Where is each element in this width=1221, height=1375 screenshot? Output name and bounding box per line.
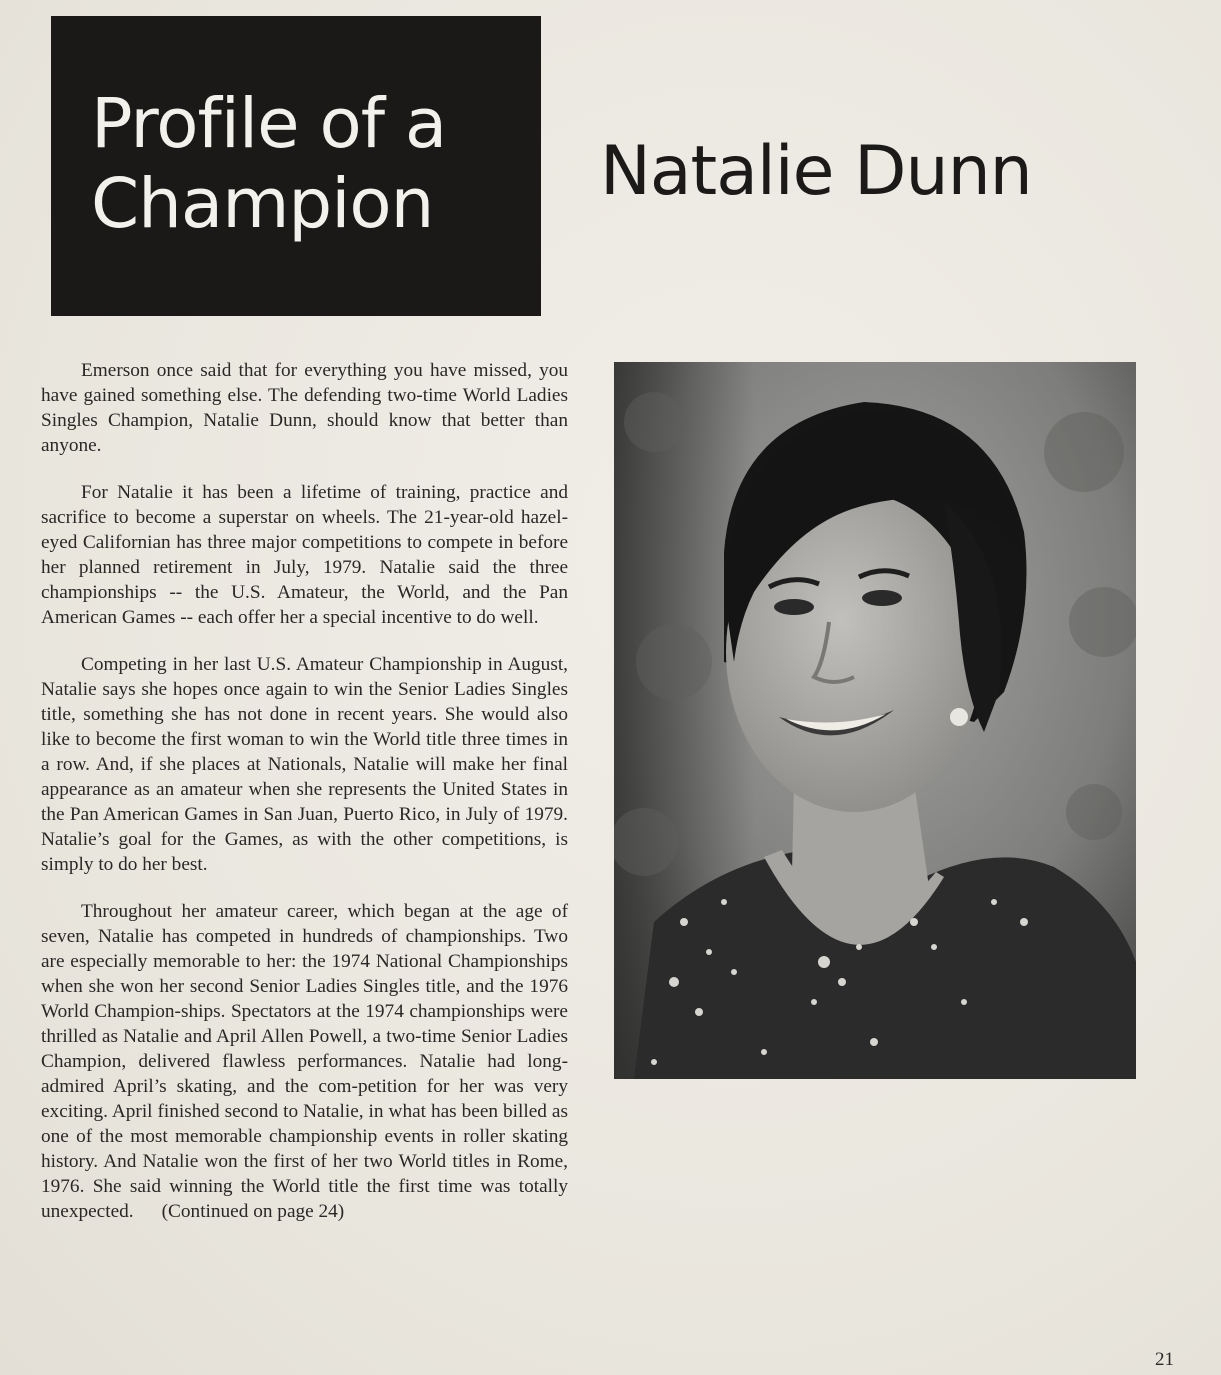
portrait-photo-icon xyxy=(614,362,1136,1079)
header-title xyxy=(91,84,446,244)
article-paragraph-3: Competing in her last U.S. Amateur Championship in August, Natalie says she hopes once again to win the Senior Ladies Singles title, something she has not done in recent years. She would also like to become the first woman to win the World title three times in a row. And, if she places at Nationals, Natalie will make her final appearance as an amateur when she represents the United States in the Pan American Games in San Juan, Puerto Rico, in July of 1979. Natalie’s goal for the Games, as with the other competitions, is simply to do her best. xyxy=(41,654,568,875)
article-paragraph-4 xyxy=(41,899,568,1224)
champion-name: Natalie Dunn xyxy=(600,132,1032,211)
header-title-line-1: Profile of a xyxy=(91,84,447,164)
article-paragraph-1: Emerson once said that for everything you have missed, you have gained something else. The defending two-time World Ladies Singles Champion, Natalie Dunn, should know that better than anyone. xyxy=(41,360,568,456)
header-banner xyxy=(51,16,541,316)
page-number: 21 xyxy=(1155,1349,1174,1370)
header-title-line-2: Champion xyxy=(91,164,434,244)
article-body xyxy=(41,358,568,1246)
continued-note: (Continued on page 24) xyxy=(161,1201,345,1222)
article-paragraph-4-text: Throughout her amateur career, which began at the age of seven, Natalie has competed in hundreds of championships. Two are especially memorable to her: the 1974 National Championships when she won her second Senior Ladies Singles title, and the 1976 World Champion-ships. Spectators at the 1974 championships were thrilled as Natalie and April Allen Powell, a two-time Senior Ladies Champion, delivered flawless performances. Natalie had long-admired April’s skating, and the com-petition for her was very exciting. April finished second to Natalie, in what has been billed as one of the most memorable championship events in roller skating history. And Natalie won the first of her two World titles in Rome, 1976. She said winning the World title the first time was totally unexpected. xyxy=(41,901,568,1222)
article-paragraph-2: For Natalie it has been a lifetime of training, practice and sacrifice to become a superstar on wheels. The 21-year-old hazel-eyed Californian has three major competitions to compete in before her planned retirement in July, 1979. Natalie said the three championships -- the U.S. Amateur, the World, and the Pan American Games -- each offer her a special incentive to do well. xyxy=(41,482,568,628)
portrait-photo xyxy=(614,362,1136,1079)
